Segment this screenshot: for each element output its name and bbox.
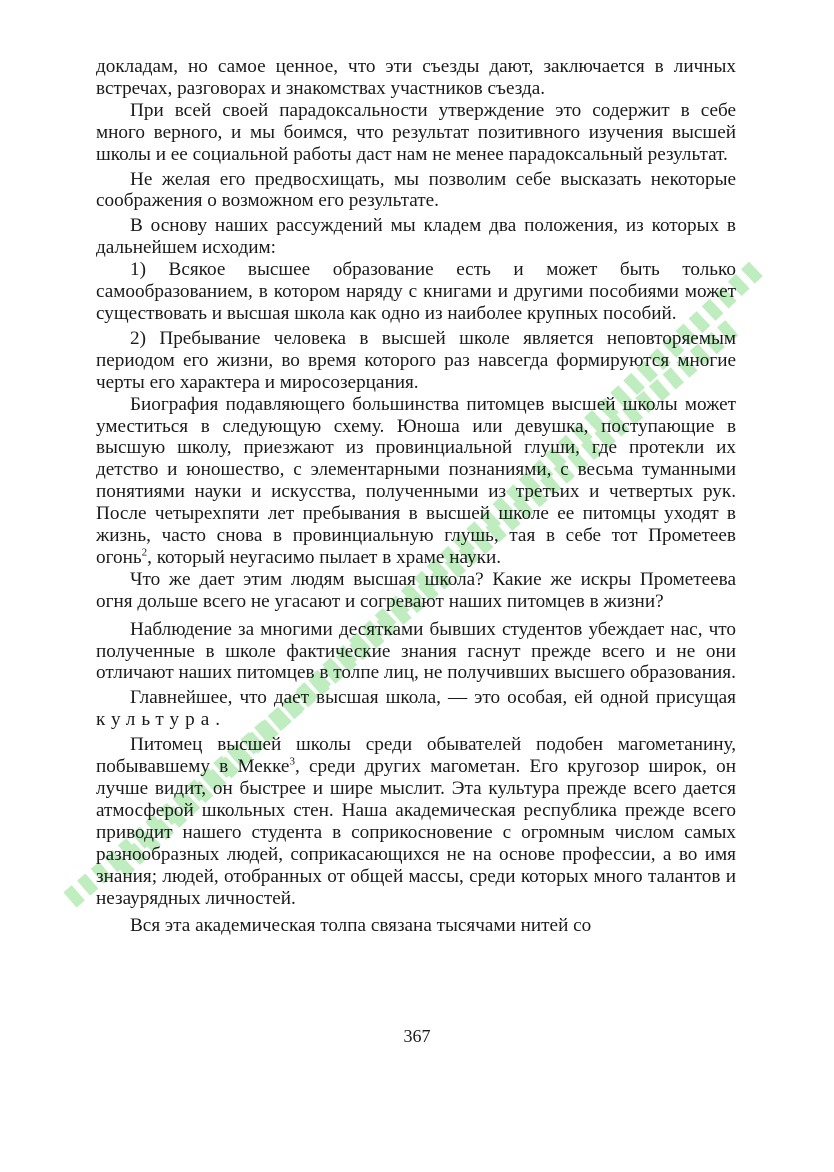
- paragraph-3: В основу наших рассуждений мы кладем два положения, из которых в дальнейшем исходим:: [96, 215, 736, 259]
- paragraph-8: Наблюдение за многими десятками бывших студентов убеждает нас, что полученные в школе фактические знания гаснут прежде всего и не они отличают наших питомцев в толпе лиц, не получивших высшего образования.: [96, 618, 736, 684]
- paragraph-6-text-a: Биография подавляющего большинства питомцев высшей школы может уместиться в следующую схему. Юноша или девушка, поступающие в высшую школу, приезжают из провинциальной глуши, где протекли их детство и юношество, с элементарными познаниями, с весьма туманными понятиями науки и искусства, полученными из третьих и четвертых рук. После четырехпяти лет пребывания в высшей школе ее питомцы уходят в жизнь, часто снова в провинциальную глушь, тая в себе тот Прометеев огонь: [96, 393, 736, 568]
- page-number: 367: [403, 1026, 431, 1046]
- paragraph-11: Вся эта академическая толпа связана тысячами нитей со: [130, 915, 592, 937]
- paragraph-2: Не желая его предвосхищать, мы позволим себе высказать некоторые соображения о возможном его результате.: [96, 168, 736, 212]
- paragraph-5: 2) Пребывание человека в высшей школе является неповторяемым периодом его жизни, во время которого раз навсегда формируются многие черты его характера и миросозерцания.: [96, 327, 736, 393]
- footnote-mark-3: 3: [289, 755, 295, 768]
- spaced-word-culture: культура.: [96, 709, 227, 731]
- paragraph-6-text-b: , который неугасимо пылает в храме науки.: [147, 546, 502, 568]
- paragraph-4: 1) Всякое высшее образование есть и может быть только самообразованием, в котором наряду с книгами и другими пособиями может существовать и высшая школа как одно из наиболее крупных пособий.: [96, 259, 736, 324]
- document-page: [96, 56, 736, 937]
- paragraph-6: [96, 394, 736, 569]
- paragraph-10-text-b: , среди других магометан. Его кругозор широк, он лучше видит, он быстрее и шире мыслит. Эта культура прежде всего дается атмосферой школьных стен. Наша академическая республика прежде всего приводит нашего студента в соприкосновение с огромным числом самых разнообразных людей, соприкасающихся не на основе профессии, а во имя знания; людей, отобранных от общей массы, среди которых много талантов и незаурядных личностей.: [96, 756, 736, 909]
- paragraph-9: [96, 687, 736, 731]
- paragraph-7: Что же дает этим людям высшая школа? Какие же искры Прометеева огня дольше всего не угасают и согревают наших питомцев в жизни?: [96, 568, 736, 612]
- paragraph-9-text-a: Главнейшее, что дает высшая школа, — это особая, ей одной присущая: [130, 687, 736, 709]
- paragraph-1: При всей своей парадоксальности утверждение это содержит в себе много верного, и мы боимся, что результат позитивного изучения высшей школы и ее социальной работы даст нам не менее парадоксальный результат.: [96, 99, 736, 165]
- paragraph-0: докладам, но самое ценное, что эти съезды дают, заключается в личных встречах, разговорах и знакомствах участников съезда.: [96, 56, 736, 99]
- footnote-mark-2: 2: [141, 546, 148, 559]
- paragraph-10-text-a: Питомец высшей школы среди обывателей подобен магометанину, побывавшему в Мекке: [96, 734, 736, 778]
- paragraph-10: [96, 734, 736, 909]
